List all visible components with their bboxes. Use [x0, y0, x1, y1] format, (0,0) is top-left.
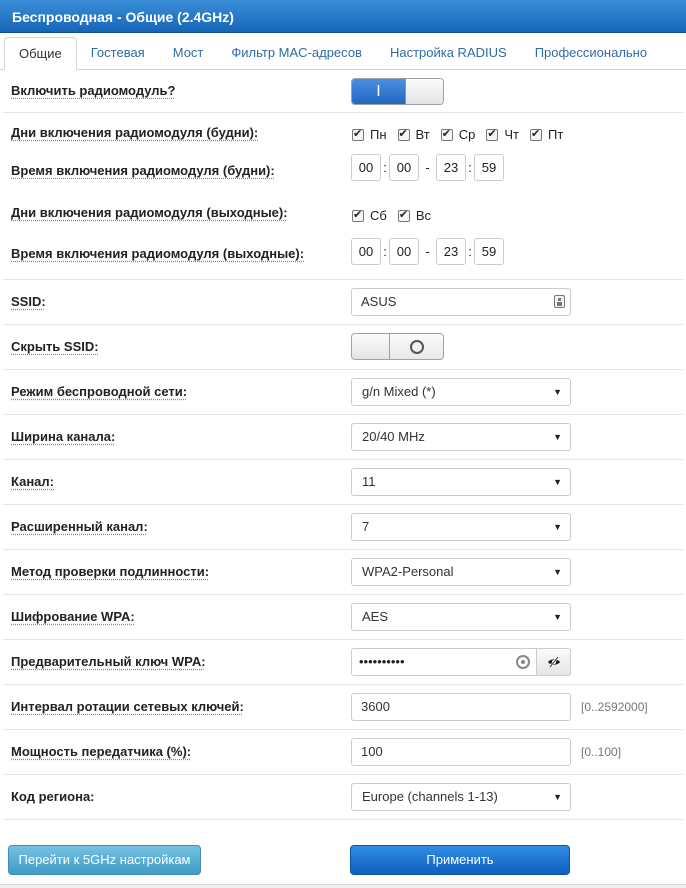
row-key-rotation — [3, 685, 683, 730]
wpa-key-input[interactable] — [351, 648, 536, 676]
day-tue[interactable] — [398, 127, 430, 142]
day-sun[interactable] — [398, 208, 431, 223]
weekday-start-minute[interactable]: 00 — [389, 154, 419, 181]
row-wpa-key — [3, 640, 683, 685]
row-wireless-mode — [3, 370, 683, 415]
checkbox-thu[interactable] — [486, 129, 498, 141]
day-fri[interactable] — [530, 127, 563, 142]
channel-width-label: Ширина канала: — [11, 429, 116, 444]
caret-down-icon: ▼ — [553, 522, 562, 532]
ssid-value: ASUS — [361, 294, 397, 309]
select-value: 11 — [362, 474, 376, 489]
apply-button[interactable]: Применить — [350, 845, 570, 875]
time-colon: : — [468, 160, 472, 175]
checkbox-sat[interactable] — [352, 210, 364, 222]
time-colon: : — [383, 160, 387, 175]
day-wed[interactable] — [441, 127, 476, 142]
ssid-input[interactable] — [351, 288, 571, 316]
channel-width-select[interactable] — [351, 423, 571, 451]
day-label: Вт — [415, 127, 430, 142]
checkbox-sun[interactable] — [398, 210, 410, 222]
day-label: Пт — [547, 127, 564, 142]
row-weekend-days — [3, 195, 683, 235]
tab-professional[interactable]: Профессионально — [534, 45, 648, 60]
ext-channel-select[interactable] — [351, 513, 571, 541]
auth-method-label: Метод проверки подлинности: — [11, 564, 210, 579]
row-weekend-time — [3, 235, 683, 280]
time-colon: : — [383, 244, 387, 259]
window-title: Беспроводная - Общие (2.4GHz) — [0, 0, 686, 33]
weekend-start-hour[interactable]: 00 — [351, 238, 381, 265]
tx-power-hint: [0..100] — [581, 745, 622, 759]
contact-card-icon[interactable] — [554, 295, 565, 308]
auth-method-select[interactable] — [351, 558, 571, 586]
time-dash: - — [425, 160, 430, 175]
checkbox-fri[interactable] — [530, 129, 542, 141]
row-channel — [3, 460, 683, 505]
key-rotation-input[interactable]: 3600 — [351, 693, 571, 721]
select-value: g/n Mixed (*) — [362, 384, 436, 399]
checkbox-wed[interactable] — [441, 129, 453, 141]
weekend-time-label: Время включения радиомодуля (выходные): — [11, 246, 305, 261]
weekend-days-label: Дни включения радиомодуля (выходные): — [11, 205, 288, 220]
row-region — [3, 775, 683, 820]
toggle-knob — [406, 79, 443, 104]
ssid-label: SSID: — [11, 294, 46, 309]
weekday-end-hour[interactable]: 23 — [436, 154, 466, 181]
caret-down-icon: ▼ — [553, 432, 562, 442]
row-auth-method — [3, 550, 683, 595]
caret-down-icon: ▼ — [553, 387, 562, 397]
ext-channel-label: Расширенный канал: — [11, 519, 148, 534]
wireless-mode-select[interactable] — [351, 378, 571, 406]
settings-form — [0, 70, 686, 820]
tab-guest[interactable]: Гостевая — [90, 45, 145, 60]
key-rotation-label: Интервал ротации сетевых ключей: — [11, 699, 244, 714]
toggle-on-mark: I — [352, 79, 406, 104]
time-colon: : — [468, 244, 472, 259]
row-ext-channel — [3, 505, 683, 550]
region-label: Код региона: — [11, 789, 95, 804]
day-label: Пн — [370, 127, 387, 142]
day-label: Сб — [370, 208, 387, 223]
select-value: 7 — [362, 519, 370, 534]
row-wpa-encryption — [3, 595, 683, 640]
day-label: Вс — [415, 208, 432, 223]
day-thu[interactable] — [486, 127, 519, 142]
show-password-button[interactable] — [536, 648, 571, 676]
tab-radius[interactable]: Настройка RADIUS — [389, 45, 507, 60]
tab-bridge[interactable]: Мост — [172, 45, 204, 60]
hide-ssid-toggle[interactable] — [351, 333, 444, 360]
toggle-knob — [352, 334, 390, 359]
select-value: AES — [362, 609, 389, 624]
tx-power-input[interactable]: 100 — [351, 738, 571, 766]
weekday-days-label: Дни включения радиомодуля (будни): — [11, 125, 259, 140]
hide-ssid-label: Скрыть SSID: — [11, 339, 99, 354]
wpa-key-label: Предварительный ключ WPA: — [11, 654, 206, 669]
eye-slash-icon — [547, 656, 561, 668]
wpa-key-masked: •••••••••• — [359, 654, 405, 669]
tab-bar — [0, 33, 686, 70]
select-value: Europe (channels 1-13) — [362, 789, 498, 804]
radio-enable-toggle[interactable] — [351, 78, 444, 105]
weekday-time-label: Время включения радиомодуля (будни): — [11, 163, 275, 178]
day-label: Ср — [458, 127, 476, 142]
channel-label: Канал: — [11, 474, 54, 489]
key-rotation-hint: [0..2592000] — [581, 700, 648, 714]
bottom-edge — [0, 884, 686, 888]
row-channel-width — [3, 415, 683, 460]
tab-mac-filter[interactable]: Фильтр MAC-адресов — [231, 45, 362, 60]
caret-down-icon: ▼ — [553, 477, 562, 487]
channel-select[interactable] — [351, 468, 571, 496]
wpa-encryption-label: Шифрование WPA: — [11, 609, 135, 624]
weekend-end-hour[interactable]: 23 — [436, 238, 466, 265]
day-label: Чт — [504, 127, 519, 142]
toggle-off-mark — [390, 334, 443, 359]
radio-enable-label: Включить радиомодуль? — [11, 83, 176, 98]
caret-down-icon: ▼ — [553, 567, 562, 577]
generate-key-icon[interactable] — [516, 655, 530, 669]
select-value: 20/40 MHz — [362, 429, 425, 444]
row-tx-power — [3, 730, 683, 775]
weekend-start-minute[interactable]: 00 — [389, 238, 419, 265]
region-select[interactable] — [351, 783, 571, 811]
caret-down-icon: ▼ — [553, 612, 562, 622]
off-circle-icon — [410, 340, 424, 354]
day-sat[interactable] — [352, 208, 387, 223]
weekday-start-hour[interactable]: 00 — [351, 154, 381, 181]
tab-general[interactable]: Общие — [4, 37, 77, 70]
checkbox-mon[interactable] — [352, 129, 364, 141]
row-radio-enable — [3, 70, 683, 113]
select-value: WPA2-Personal — [362, 564, 454, 579]
go-5ghz-button[interactable]: Перейти к 5GHz настройкам — [8, 845, 201, 875]
wireless-mode-label: Режим беспроводной сети: — [11, 384, 188, 399]
row-weekday-time — [3, 153, 683, 195]
row-weekday-days — [3, 113, 683, 153]
caret-down-icon: ▼ — [553, 792, 562, 802]
row-hide-ssid — [3, 325, 683, 370]
weekend-end-minute[interactable]: 59 — [474, 238, 504, 265]
checkbox-tue[interactable] — [398, 129, 410, 141]
wpa-encryption-select[interactable] — [351, 603, 571, 631]
row-ssid — [3, 280, 683, 325]
tx-power-label: Мощность передатчика (%): — [11, 744, 192, 759]
weekday-end-minute[interactable]: 59 — [474, 154, 504, 181]
time-dash: - — [425, 244, 430, 259]
day-mon[interactable] — [352, 127, 387, 142]
